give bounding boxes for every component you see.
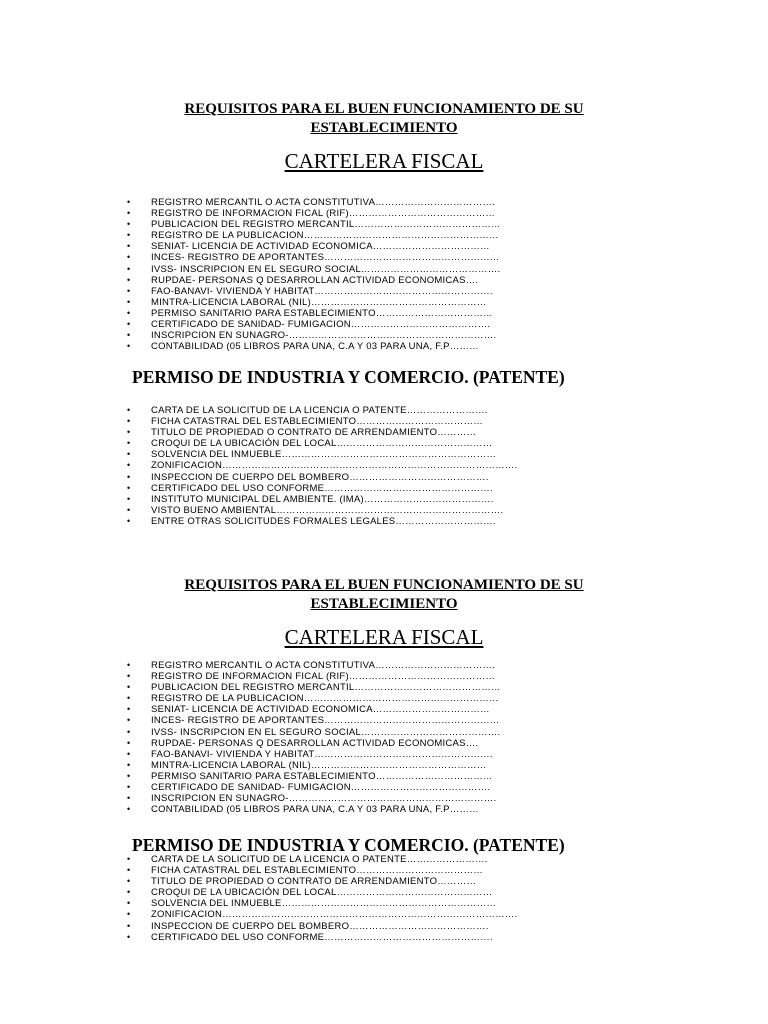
bullet-icon: •	[127, 405, 131, 415]
bullet-icon: •	[127, 241, 131, 252]
bullet-icon: •	[127, 854, 131, 864]
list-item	[0, 208, 768, 219]
list-item-text: FAO-BANAVI- VIVIENDA Y HABITAT……………………………………………….	[151, 748, 493, 760]
bullet-icon: •	[127, 909, 131, 920]
list-item-text: FICHA CATASTRAL DEL ESTABLECIMIENTO…………………………………	[151, 865, 484, 877]
cartelera-fiscal-title: CARTELERA FISCAL	[284, 149, 484, 173]
list-item-text: RUPDAE- PERSONAS Q DESARROLLAN ACTIVIDAD ECONOMICAS….	[151, 274, 479, 286]
list-item	[0, 438, 768, 449]
list-item-text: INSPECCION DE CUERPO DEL BOMBERO…………………………………….	[151, 920, 489, 932]
list-item	[0, 516, 768, 527]
list-item	[0, 483, 768, 494]
list-item	[0, 297, 768, 308]
patente-requirements-list	[0, 854, 768, 943]
fiscal-requirements-list	[0, 197, 768, 352]
bullet-icon: •	[127, 782, 131, 793]
list-item-text: INCES- REGISTRO DE APORTANTES………………………………………………	[151, 252, 500, 264]
bullet-icon: •	[127, 748, 131, 759]
list-item-text: CERTIFICADO DE SANIDAD- FUMIGACION…………………………………….	[151, 782, 491, 794]
list-item	[0, 341, 768, 352]
list-item-text: FICHA CATASTRAL DEL ESTABLECIMIENTO…………………………………	[151, 416, 484, 428]
list-item-text: CERTIFICADO DEL USO CONFORME…………………………………………….	[151, 482, 493, 494]
bullet-icon: •	[127, 504, 131, 515]
list-item	[0, 804, 768, 815]
list-item-text: INSTITUTO MUNICIPAL DEL AMBIENTE. (IMA)………………………………….	[151, 493, 494, 505]
list-item-text: ZONIFICACION……………………………………………………………………………….	[151, 909, 518, 921]
list-item	[0, 241, 768, 252]
list-item	[0, 715, 768, 726]
list-item	[0, 405, 768, 416]
bullet-icon: •	[127, 449, 131, 460]
list-item	[0, 427, 768, 438]
list-item	[0, 854, 768, 865]
list-item-text: REGISTRO DE INFORMACION FICAL (RIF)………………………………………	[151, 671, 496, 683]
list-item	[0, 898, 768, 909]
bullet-icon: •	[127, 704, 131, 715]
list-item	[0, 264, 768, 275]
bullet-icon: •	[127, 715, 131, 726]
bullet-icon: •	[127, 274, 131, 285]
list-item-text: REGISTRO DE LA PUBLICACION……………………………………………………	[151, 693, 499, 705]
list-item	[0, 671, 768, 682]
fiscal-requirements-list	[0, 660, 768, 815]
list-item-text: REGISTRO MERCANTIL O ACTA CONSTITUTIVA……………………………….	[151, 197, 496, 208]
list-item-text: CROQUI DE LA UBICACIÓN DEL LOCAL…………………………………………	[151, 887, 493, 899]
list-item-text: INSCRIPCION EN SUNAGRO-……………………………………………………….	[151, 793, 497, 805]
bullet-icon: •	[127, 759, 131, 770]
list-item-text: MINTRA-LICENCIA LABORAL (NIL)………………………………………………	[151, 296, 487, 308]
bullet-icon: •	[127, 285, 131, 296]
list-item-text: TITULO DE PROPIEDAD O CONTRATO DE ARRENDAMIENTO…………	[151, 876, 477, 888]
list-item-text: INSCRIPCION EN SUNAGRO-……………………………………………………….	[151, 330, 497, 342]
bullet-icon: •	[127, 482, 131, 493]
patente-heading: PERMISO DE INDUSTRIA Y COMERCIO. (PATENTE)	[132, 835, 565, 855]
bullet-icon: •	[127, 660, 131, 670]
bullet-icon: •	[127, 770, 131, 781]
main-title: REQUISITOS PARA EL BUEN FUNCIONAMIENTO DE SU ESTABLECIMIENTO	[184, 101, 584, 136]
bullet-icon: •	[127, 737, 131, 748]
list-item	[0, 693, 768, 704]
bullet-icon: •	[127, 319, 131, 330]
list-item	[0, 760, 768, 771]
list-item-text: SENIAT- LICENCIA DE ACTIVIDAD ECONOMICA………………………………	[151, 241, 490, 253]
list-item-text: FAO-BANAVI- VIVIENDA Y HABITAT……………………………………………….	[151, 285, 493, 297]
bullet-icon: •	[127, 460, 131, 471]
list-item	[0, 219, 768, 230]
list-item	[0, 319, 768, 330]
bullet-icon: •	[127, 793, 131, 804]
list-item	[0, 682, 768, 693]
list-item-text: CERTIFICADO DE SANIDAD- FUMIGACION…………………………………….	[151, 319, 491, 331]
bullet-icon: •	[127, 671, 131, 682]
list-item	[0, 494, 768, 505]
list-item	[0, 876, 768, 887]
bullet-icon: •	[127, 438, 131, 449]
list-item	[0, 887, 768, 898]
fiscal-list-2-wrap	[0, 660, 768, 815]
list-item	[0, 330, 768, 341]
list-item-text: CARTA DE LA SOLICITUD DE LA LICENCIA O PATENTE…………………….	[151, 854, 488, 865]
list-item-text: PUBLICACION DEL REGISTRO MERCANTIL………………………………………	[151, 219, 501, 231]
list-item	[0, 416, 768, 427]
bullet-icon: •	[127, 682, 131, 693]
bullet-icon: •	[127, 219, 131, 230]
bullet-icon: •	[127, 296, 131, 307]
list-item	[0, 749, 768, 760]
list-item-text: CERTIFICADO DEL USO CONFORME…………………………………………….	[151, 931, 493, 943]
bullet-icon: •	[127, 416, 131, 427]
list-item	[0, 738, 768, 749]
bullet-icon: •	[127, 263, 131, 274]
patente-list-1-wrap	[0, 405, 768, 527]
list-item-text: ZONIFICACION……………………………………………………………………………….	[151, 460, 518, 472]
list-item	[0, 782, 768, 793]
list-item	[0, 197, 768, 208]
list-item-text: SOLVENCIA DEL INMUEBLE…………………………………………………………	[151, 449, 497, 461]
bullet-icon: •	[127, 341, 131, 352]
list-item-text: CARTA DE LA SOLICITUD DE LA LICENCIA O PATENTE…………………….	[151, 405, 488, 416]
list-item	[0, 704, 768, 715]
list-item	[0, 932, 768, 943]
document-block-1	[0, 100, 768, 173]
list-item	[0, 286, 768, 297]
bullet-icon: •	[127, 230, 131, 241]
list-item	[0, 771, 768, 782]
list-item	[0, 460, 768, 471]
bullet-icon: •	[127, 804, 131, 815]
bullet-icon: •	[127, 898, 131, 909]
main-title: REQUISITOS PARA EL BUEN FUNCIONAMIENTO DE SU ESTABLECIMIENTO	[184, 577, 584, 612]
list-item	[0, 230, 768, 241]
patente-list-2-wrap	[0, 854, 768, 943]
bullet-icon: •	[127, 330, 131, 341]
list-item-text: PUBLICACION DEL REGISTRO MERCANTIL………………………………………	[151, 682, 501, 694]
list-item	[0, 472, 768, 483]
list-item	[0, 909, 768, 920]
list-item-text: SOLVENCIA DEL INMUEBLE…………………………………………………………	[151, 898, 497, 910]
list-item-text: REGISTRO MERCANTIL O ACTA CONSTITUTIVA……………………………….	[151, 660, 496, 671]
list-item	[0, 308, 768, 319]
list-item-text: INCES- REGISTRO DE APORTANTES………………………………………………	[151, 715, 500, 727]
patente-requirements-list	[0, 405, 768, 527]
list-item-text: ENTRE OTRAS SOLICITUDES FORMALES LEGALES………………………….	[151, 515, 496, 527]
bullet-icon: •	[127, 197, 131, 207]
bullet-icon: •	[127, 726, 131, 737]
list-item-text: REGISTRO DE LA PUBLICACION……………………………………………………	[151, 230, 499, 242]
list-item-text: REGISTRO DE INFORMACION FICAL (RIF)………………………………………	[151, 208, 496, 220]
bullet-icon: •	[127, 252, 131, 263]
list-item-text: IVSS- INSCRIPCION EN EL SEGURO SOCIAL…………………………………….	[151, 726, 501, 738]
list-item-text: VISTO BUENO AMBIENTAL…………………………………………………………….	[151, 504, 504, 516]
list-item-text: CONTABILIDAD (05 LIBROS PARA UNA, C.A Y 03 PARA UNA, F.P………	[151, 804, 479, 816]
bullet-icon: •	[127, 515, 131, 526]
list-item-text: RUPDAE- PERSONAS Q DESARROLLAN ACTIVIDAD ECONOMICAS….	[151, 737, 479, 749]
bullet-icon: •	[127, 887, 131, 898]
bullet-icon: •	[127, 865, 131, 876]
document-block-2	[0, 576, 768, 649]
patente-heading-2-wrap	[0, 834, 768, 856]
list-item	[0, 252, 768, 263]
list-item	[0, 660, 768, 671]
list-item-text: SENIAT- LICENCIA DE ACTIVIDAD ECONOMICA………………………………	[151, 704, 490, 716]
list-item-text: INSPECCION DE CUERPO DEL BOMBERO…………………………………….	[151, 471, 489, 483]
bullet-icon: •	[127, 427, 131, 438]
list-item-text: IVSS- INSCRIPCION EN EL SEGURO SOCIAL…………………………………….	[151, 263, 501, 275]
fiscal-list-1-wrap	[0, 197, 768, 352]
list-item	[0, 865, 768, 876]
list-item	[0, 505, 768, 516]
bullet-icon: •	[127, 876, 131, 887]
bullet-icon: •	[127, 208, 131, 219]
list-item	[0, 727, 768, 738]
list-item-text: CONTABILIDAD (05 LIBROS PARA UNA, C.A Y 03 PARA UNA, F.P………	[151, 341, 479, 353]
list-item	[0, 449, 768, 460]
list-item-text: MINTRA-LICENCIA LABORAL (NIL)………………………………………………	[151, 759, 487, 771]
patente-heading-1-wrap	[0, 366, 768, 388]
bullet-icon: •	[127, 931, 131, 942]
list-item	[0, 921, 768, 932]
list-item-text: CROQUI DE LA UBICACIÓN DEL LOCAL…………………………………………	[151, 438, 493, 450]
bullet-icon: •	[127, 693, 131, 704]
bullet-icon: •	[127, 920, 131, 931]
bullet-icon: •	[127, 307, 131, 318]
list-item-text: PERMISO SANITARIO PARA ESTABLECIMIENTO………………………………	[151, 770, 493, 782]
patente-heading: PERMISO DE INDUSTRIA Y COMERCIO. (PATENTE)	[132, 367, 565, 387]
bullet-icon: •	[127, 471, 131, 482]
bullet-icon: •	[127, 493, 131, 504]
list-item	[0, 275, 768, 286]
list-item-text: TITULO DE PROPIEDAD O CONTRATO DE ARRENDAMIENTO…………	[151, 427, 477, 439]
cartelera-fiscal-title: CARTELERA FISCAL	[284, 625, 484, 649]
list-item	[0, 793, 768, 804]
list-item-text: PERMISO SANITARIO PARA ESTABLECIMIENTO………………………………	[151, 307, 493, 319]
